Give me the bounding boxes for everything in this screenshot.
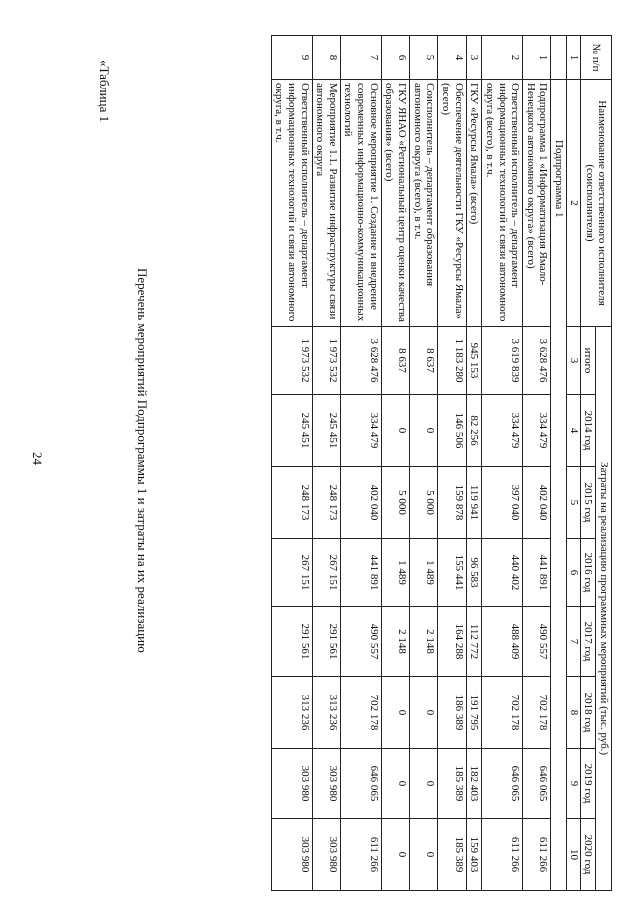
header-costs: Затраты на реализацию программных мероприятий (тыс. руб.) [596,327,612,891]
row-value: 0 [381,395,409,467]
row-number: 7 [340,36,381,80]
table-row [466,36,482,891]
row-value: 2 148 [410,607,438,677]
column-number: 4 [567,395,581,467]
row-value: 0 [381,677,409,749]
table-body [271,36,580,891]
row-value: 490 557 [523,607,551,677]
section-title: Подпрограмма 1 [551,80,567,891]
row-value: 267 151 [312,539,340,607]
row-value: 334 479 [523,395,551,467]
row-value: 5 000 [381,467,409,539]
table-row [312,36,340,891]
table-row [271,36,312,891]
row-value: 159 403 [466,819,482,891]
row-value: 248 173 [271,467,312,539]
row-value: 490 557 [340,607,381,677]
row-value: 186 389 [438,677,466,749]
row-value: 611 266 [482,819,523,891]
page-number: 24 [30,452,45,465]
row-value: 488 409 [482,607,523,677]
row-name: Мероприятие 1.1. Развитие инфраструктуры связи автономного округа [312,80,340,327]
row-value: 8 637 [410,327,438,395]
column-number: 6 [567,539,581,607]
column-number: 7 [567,607,581,677]
row-value: 182 403 [466,749,482,819]
row-value: 8 637 [381,327,409,395]
row-value: 313 236 [312,677,340,749]
row-value: 611 266 [340,819,381,891]
row-value: 248 173 [312,467,340,539]
row-name: Ответственный исполнитель – департамент информационных технологий и связи автономного округа (всего), в т.ч. [482,80,523,327]
row-value: 2 148 [381,607,409,677]
row-value: 1 973 532 [312,327,340,395]
header-no: № п/п [580,36,611,80]
row-value: 185 389 [438,749,466,819]
row-name: Соисполнитель – департамент образования автономного округа (всего), в т.ч. [410,80,438,327]
row-value: 334 479 [482,395,523,467]
row-value: 245 451 [271,395,312,467]
row-value: 159 878 [438,467,466,539]
header-row-1 [596,36,612,891]
row-value: 0 [410,749,438,819]
row-value: 0 [410,395,438,467]
row-number: 5 [410,36,438,80]
row-value: 112 772 [466,607,482,677]
row-number: 4 [438,36,466,80]
row-value: 267 151 [271,539,312,607]
column-number: 8 [567,677,581,749]
row-value: 0 [381,749,409,819]
row-value: 334 479 [340,395,381,467]
column-number: 3 [567,327,581,395]
section-cell-empty [551,36,567,80]
row-value: 82 256 [466,395,482,467]
row-value: 245 451 [312,395,340,467]
column-number: 9 [567,749,581,819]
row-value: 3 628 476 [523,327,551,395]
row-value: 702 178 [523,677,551,749]
row-value: 303 980 [312,749,340,819]
row-value: 611 266 [523,819,551,891]
table-row [410,36,438,891]
row-value: 440 402 [482,539,523,607]
row-value: 0 [381,819,409,891]
row-value: 0 [410,819,438,891]
row-number: 2 [482,36,523,80]
row-value: 441 891 [523,539,551,607]
header-year: 2020 год [580,819,596,891]
row-value: 702 178 [340,677,381,749]
costs-table [271,35,612,891]
row-value: 702 178 [482,677,523,749]
row-value: 945 153 [466,327,482,395]
row-value: 3 628 476 [340,327,381,395]
column-number: 1 [567,36,581,80]
header-year: 2018 год [580,677,596,749]
row-name: Основное мероприятие 1. Создание и внедрение современных информационно-коммуникационных технологий [340,80,381,327]
row-value: 646 065 [340,749,381,819]
row-value: 1 973 532 [271,327,312,395]
row-value: 303 980 [312,819,340,891]
row-value: 303 980 [271,819,312,891]
table-row [340,36,381,891]
row-value: 313 236 [271,677,312,749]
column-number: 2 [567,80,581,327]
row-value: 164 288 [438,607,466,677]
table-row [381,36,409,891]
row-value: 402 040 [523,467,551,539]
row-value: 291 561 [312,607,340,677]
row-value: 155 441 [438,539,466,607]
row-name: Обеспечение деятельности ГКУ «Ресурсы Ямала» (всего) [438,80,466,327]
row-value: 402 040 [340,467,381,539]
table-label: «Таблица 1 [97,60,112,123]
row-name: ГКУ ЯНАО «Региональный центр оценки качества образования» (всего) [381,80,409,327]
row-value: 397 040 [482,467,523,539]
column-number-row [567,36,581,891]
header-year: 2016 год [580,539,596,607]
row-number: 9 [271,36,312,80]
row-value: 1 489 [410,539,438,607]
row-number: 3 [466,36,482,80]
row-value: 291 561 [271,607,312,677]
header-total: итого [580,327,596,395]
row-value: 119 941 [466,467,482,539]
column-number: 10 [567,819,581,891]
row-name: ГКУ «Ресурсы Ямала» (всего) [466,80,482,327]
row-value: 1 183 280 [438,327,466,395]
row-value: 146 506 [438,395,466,467]
header-year: 2017 год [580,607,596,677]
header-year: 2014 год [580,395,596,467]
table-row [523,36,551,891]
row-value: 303 980 [271,749,312,819]
table-row [482,36,523,891]
header-year: 2015 год [580,467,596,539]
document-title: Перечень мероприятий Подпрограммы 1 и затраты на их реализацию [135,268,150,653]
row-name: Ответственный исполнитель – департамент информационных технологий и связи автономного округа, в т.ч. [271,80,312,327]
row-number: 1 [523,36,551,80]
row-number: 8 [312,36,340,80]
row-value: 646 065 [482,749,523,819]
row-value: 441 891 [340,539,381,607]
header-name: Наименование ответственного исполнителя (соисполнителя) [580,80,611,327]
row-value: 5 000 [410,467,438,539]
row-value: 1 489 [381,539,409,607]
table-row [438,36,466,891]
row-number: 6 [381,36,409,80]
header-year: 2019 год [580,749,596,819]
rotated-table-wrapper [144,35,612,890]
row-value: 3 619 839 [482,327,523,395]
row-value: 185 389 [438,819,466,891]
row-value: 646 065 [523,749,551,819]
section-row [551,36,567,891]
row-value: 191 795 [466,677,482,749]
row-value: 0 [410,677,438,749]
column-number: 5 [567,467,581,539]
row-value: 96 583 [466,539,482,607]
row-name: Подпрограмма 1 «Информатизация Ямало-Ненецкого автономного округа» (всего) [523,80,551,327]
